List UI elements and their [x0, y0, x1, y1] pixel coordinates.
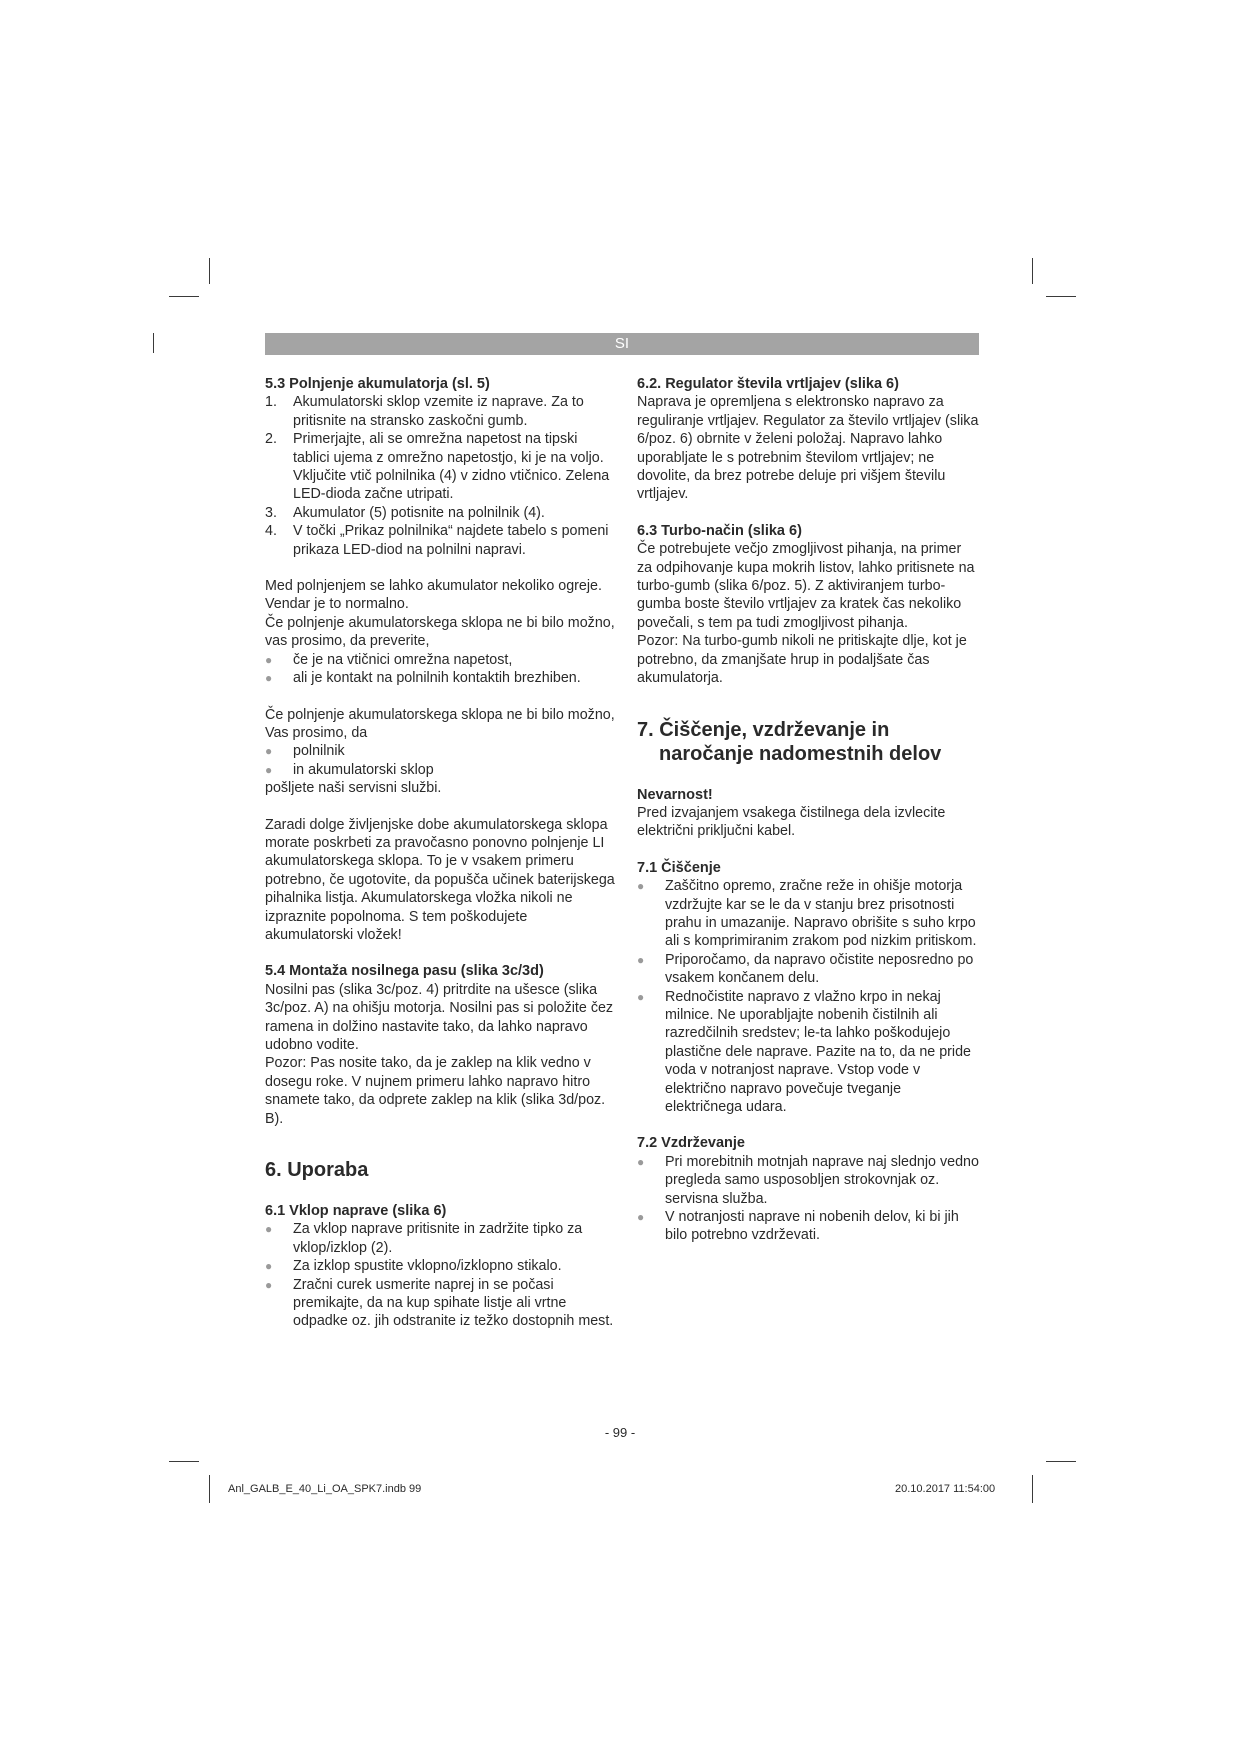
paragraph: pošljete naši servisni službi. [265, 780, 442, 797]
bullet-icon: ● [637, 989, 645, 1004]
section-7-1-title: 7.1 Čiščenje [637, 859, 721, 876]
paragraph: Če potrebujete večjo zmogljivost pihanja, na primer za odpihovanje kupa mokrih listov, lahko pritisnete na turbo-gumb (slika 6/poz. 5). Z aktiviranjem turbo-gumba boste število vrtljajev za kratek čas nekoliko povečali, s tem pa tudi zmogljivost pihanja. [637, 541, 975, 631]
paragraph: Če polnjenje akumulatorskega sklopa ne bi bilo možno, Vas prosimo, da [265, 706, 615, 741]
section-5-3-title: 5.3 Polnjenje akumulatorja (sl. 5) [265, 376, 490, 392]
paragraph: Pred izvajanjem vsakega čistilnega dela izvlecite električni priključni kabel. [637, 804, 946, 840]
crop-mark [169, 1461, 199, 1462]
list-item: ● če je na vtičnici omrežna napetost, [265, 651, 513, 668]
section-6-2-title: 6.2. Regulator števila vrtljajev (slika 6) [637, 376, 899, 392]
bullet-icon: ● [265, 1222, 273, 1237]
maintenance-list [637, 1153, 979, 1245]
bullet-icon: ● [265, 652, 273, 667]
bullet-icon: ● [637, 1210, 645, 1225]
right-column [637, 375, 979, 1245]
crop-mark [169, 296, 199, 297]
language-header-bar [265, 333, 979, 355]
list-item: ● polnilnik [265, 743, 345, 760]
send-list [265, 742, 615, 779]
crop-mark [1032, 1475, 1033, 1503]
section-6-title: 6. Uporaba [265, 1159, 369, 1182]
section-5-4-title: 5.4 Montaža nosilnega pasu (slika 3c/3d) [265, 963, 544, 980]
check-list [265, 651, 615, 688]
section-7-2-title: 7.2 Vzdrževanje [637, 1135, 745, 1152]
bullet-icon: ● [265, 744, 273, 759]
danger-title: Nevarnost! [637, 786, 713, 803]
crop-mark [1046, 296, 1076, 297]
list-item: ● ali je kontakt na polnilnih kontaktih brezhiben. [265, 670, 581, 687]
list-item: ● Rednočistite napravo z vlažno krpo in nekaj milnice. Ne uporabljajte nobenih čistilnih ali razredčilnih sredstev; le-ta lahko poškodujejo plastične dele naprave. Pazite na to, da ne pride voda v notranjost naprave. Vstop vode v električno napravo povečuje tveganje električnega udara. [637, 988, 972, 1115]
section-7-title: 7. Čiščenje, vzdrževanje in naročanje nadomestnih delov [637, 718, 942, 765]
list-item: 4. V točki „Prikaz polnilnika“ najdete tabelo s pomeni prikaza LED-diod na polnilni napravi. [265, 523, 609, 558]
section-6-1-title: 6.1 Vklop naprave (slika 6) [265, 1203, 447, 1220]
list-item: 3. Akumulator (5) potisnite na polnilnik (4). [265, 504, 545, 521]
page-number: - 99 - [604, 1425, 636, 1440]
list-item: ● Zračni curek usmerite naprej in se počasi premikajte, da na kup spihate listje ali vrtne odpadke oz. jih odstranite iz težko dostopnih mest. [265, 1276, 614, 1330]
list-item: ● in akumulatorski sklop [265, 761, 434, 778]
list-item: ● Zaščitno opremo, zračne reže in ohišje motorja vzdržujte kar se le da v stanju brez prisotnosti prahu in umazanije. Napravo obrišite s suho krpo ali s komprimiranim zrakom pod nizkim pritiskom. [637, 878, 977, 950]
paragraph: Naprava je opremljena s elektronsko napravo za reguliranje vrtljajev. Regulator za število vrtljajev (slika 6/poz. 6) obrnite v želeni položaj. Napravo lahko uporabljate le s potrebnim številom vrtljajev; ne dovolite, da brez potrebe deluje pri višjem številu vrtljajev. [637, 394, 979, 503]
bullet-icon: ● [637, 879, 645, 894]
bullet-icon: ● [265, 1259, 273, 1274]
list-item: 2. Primerjajte, ali se omrežna napetost na tipski tablici ujema z omrežno napetostjo, ki je na voljo. Vključite vtič polnilnika (4) v zidno vtičnico. Zelena LED-dioda začne utripati. [265, 431, 610, 503]
cleaning-list [637, 877, 979, 1116]
left-column [265, 375, 615, 1331]
list-item: ● V notranjosti naprave ni nobenih delov, ki bi jih bilo potrebno vzdrževati. [637, 1209, 959, 1244]
paragraph: Med polnjenjem se lahko akumulator nekoliko ogreje. Vendar je to normalno. [265, 578, 602, 613]
paragraph: Če polnjenje akumulatorskega sklopa ne bi bilo možno, vas prosimo, da preverite, [265, 614, 615, 650]
switch-on-list [265, 1220, 615, 1330]
bullet-icon: ● [265, 1277, 273, 1292]
footer-timestamp: 20.10.2017 11:54:00 [895, 1483, 996, 1495]
list-item: ● Za izklop spustite vklopno/izklopno stikalo. [265, 1258, 562, 1275]
crop-mark [209, 258, 210, 284]
list-item: 1. Akumulatorski sklop vzemite iz naprave. Za to pritisnite na stransko zaskočni gumb. [265, 394, 584, 429]
paragraph: Pozor: Pas nosite tako, da je zaklep na klik vedno v dosegu roke. V nujnem primeru lahko napravo hitro snamete tako, da odprete zaklep na klik (slika 3d/poz. B). [265, 1055, 606, 1127]
charging-steps [265, 393, 615, 559]
list-item: ● Za vklop naprave pritisnite in zadržite tipko za vklop/izklop (2). [265, 1221, 583, 1256]
crop-mark [1032, 258, 1033, 284]
bullet-icon: ● [265, 671, 273, 686]
bullet-icon: ● [265, 762, 273, 777]
list-item: ● Pri morebitnih motnjah naprave naj slednjo vedno pregleda samo usposobljen strokovnjak oz. servisna služba. [637, 1153, 979, 1207]
paragraph: Zaradi dolge življenjske dobe akumulatorskega sklopa morate poskrbeti za pravočasno ponovno polnjenje LI akumulatorskega sklopa. To je v vsakem primeru potrebno, če ugotovite, da popušča učinek baterijskega pihalnika listja. Akumulatorskega vložka nikoli ne izpraznite popolnoma. S tem poškodujete akumulatorski vložek! [265, 816, 615, 943]
footer-filename: Anl_GALB_E_40_Li_OA_SPK7.indb 99 [228, 1483, 422, 1495]
section-6-3-title: 6.3 Turbo-način (slika 6) [637, 522, 802, 539]
crop-mark [209, 1475, 210, 1503]
paragraph: Pozor: Na turbo-gumb nikoli ne pritiskajte dlje, kot je potrebno, da zmanjšate hrup in podaljšate čas akumulatorja. [637, 633, 967, 687]
paragraph: Nosilni pas (slika 3c/poz. 4) pritrdite na ušesce (slika 3c/poz. A) na ohišju motorja. Nosilni pas si položite čez ramena in dolžino nastavite tako, da lahko napravo udobno vodite. [265, 981, 614, 1053]
crop-mark [153, 333, 154, 353]
bullet-icon: ● [637, 952, 645, 967]
crop-mark [1046, 1461, 1076, 1462]
bullet-icon: ● [637, 1154, 645, 1169]
list-item: ● Priporočamo, da napravo očistite neposredno po vsakem končanem delu. [637, 951, 974, 987]
language-code: SI [614, 335, 630, 352]
